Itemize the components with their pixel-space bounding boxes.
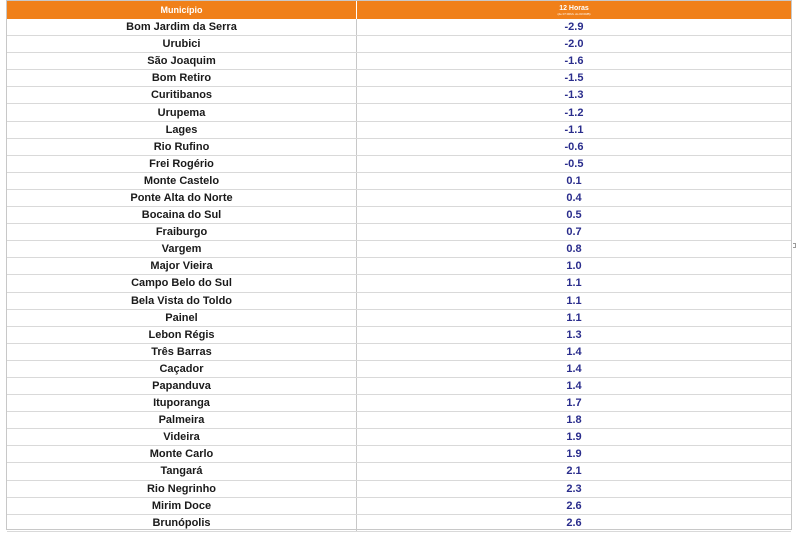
temperature-value-cell: 1.7: [357, 395, 792, 412]
header-12-horas[interactable]: [357, 1, 792, 19]
municipio-cell: Vargem: [7, 241, 357, 258]
municipio-cell: Brunópolis: [7, 514, 357, 531]
table-row: [7, 104, 791, 121]
temperature-value-cell: 1.4: [357, 343, 792, 360]
table-row: [7, 172, 791, 189]
temperature-value-cell: 0.5: [357, 207, 792, 224]
table-row: [7, 155, 791, 172]
temperature-value-cell: 2.3: [357, 480, 792, 497]
table-row: [7, 224, 791, 241]
table-row: [7, 53, 791, 70]
temperature-value-cell: 1.3: [357, 326, 792, 343]
municipio-cell: Urupema: [7, 104, 357, 121]
temperature-value-cell: 2.6: [357, 514, 792, 531]
temperature-value-cell: 1.1: [357, 292, 792, 309]
temperature-value-cell: -2.0: [357, 36, 792, 53]
table-row: [7, 343, 791, 360]
temperature-value-cell: 1.1: [357, 309, 792, 326]
header-municipio[interactable]: Município: [7, 1, 357, 19]
temperature-value-cell: -1.2: [357, 104, 792, 121]
table-row: [7, 241, 791, 258]
municipio-cell: São Joaquim: [7, 53, 357, 70]
temperature-value-cell: -1.1: [357, 121, 792, 138]
municipio-cell: Bocaina do Sul: [7, 207, 357, 224]
temperature-table: [7, 1, 791, 532]
temperature-value-cell: -1.6: [357, 53, 792, 70]
table-row: [7, 326, 791, 343]
table-row: [7, 395, 791, 412]
municipio-cell: Bom Retiro: [7, 70, 357, 87]
temperature-value-cell: 1.9: [357, 446, 792, 463]
table-row: [7, 292, 791, 309]
temperature-value-cell: 1.0: [357, 258, 792, 275]
temperature-value-cell: -0.5: [357, 155, 792, 172]
table-row: [7, 258, 791, 275]
municipio-cell: Lages: [7, 121, 357, 138]
temperature-value-cell: 1.4: [357, 377, 792, 394]
table-body: [7, 19, 791, 531]
table-row: [7, 360, 791, 377]
municipio-cell: Mirim Doce: [7, 497, 357, 514]
header-row: [7, 1, 791, 19]
table-row: [7, 207, 791, 224]
temperature-value-cell: 2.1: [357, 463, 792, 480]
municipio-cell: Curitibanos: [7, 87, 357, 104]
municipio-cell: Ituporanga: [7, 395, 357, 412]
municipio-cell: Videira: [7, 429, 357, 446]
table-row: [7, 19, 791, 36]
table-row: [7, 70, 791, 87]
temperature-table-frame: [6, 0, 792, 530]
municipio-cell: Campo Belo do Sul: [7, 275, 357, 292]
temperature-value-cell: -1.5: [357, 70, 792, 87]
municipio-cell: Bom Jardim da Serra: [7, 19, 357, 36]
table-row: [7, 87, 791, 104]
municipio-cell: Fraiburgo: [7, 224, 357, 241]
table-row: [7, 138, 791, 155]
table-row: [7, 480, 791, 497]
municipio-cell: Major Vieira: [7, 258, 357, 275]
table-header: [7, 1, 791, 19]
table-row: [7, 412, 791, 429]
municipio-cell: Caçador: [7, 360, 357, 377]
temperature-value-cell: 1.8: [357, 412, 792, 429]
municipio-cell: Frei Rogério: [7, 155, 357, 172]
table-row: [7, 275, 791, 292]
municipio-cell: Palmeira: [7, 412, 357, 429]
temperature-value-cell: 0.7: [357, 224, 792, 241]
table-row: [7, 377, 791, 394]
municipio-cell: Papanduva: [7, 377, 357, 394]
temperature-value-cell: 2.6: [357, 497, 792, 514]
temperature-value-cell: 1.9: [357, 429, 792, 446]
municipio-cell: Tangará: [7, 463, 357, 480]
temperature-value-cell: 0.1: [357, 172, 792, 189]
municipio-cell: Monte Castelo: [7, 172, 357, 189]
table-row: [7, 121, 791, 138]
municipio-cell: Rio Negrinho: [7, 480, 357, 497]
municipio-cell: Lebon Régis: [7, 326, 357, 343]
municipio-cell: Rio Rufino: [7, 138, 357, 155]
municipio-cell: Painel: [7, 309, 357, 326]
table-row: [7, 36, 791, 53]
table-row: [7, 514, 791, 531]
municipio-cell: Urubici: [7, 36, 357, 53]
temperature-value-cell: 0.4: [357, 189, 792, 206]
table-row: [7, 463, 791, 480]
municipio-cell: Ponte Alta do Norte: [7, 189, 357, 206]
temperature-value-cell: -0.6: [357, 138, 792, 155]
municipio-cell: Monte Carlo: [7, 446, 357, 463]
table-row: [7, 497, 791, 514]
temperature-value-cell: -1.3: [357, 87, 792, 104]
table-row: [7, 429, 791, 446]
header-value-title: 12 Horas: [559, 4, 589, 12]
table-row: [7, 446, 791, 463]
temperature-value-cell: -2.9: [357, 19, 792, 36]
municipio-cell: Três Barras: [7, 343, 357, 360]
temperature-value-cell: 1.4: [357, 360, 792, 377]
temperature-value-cell: 1.1: [357, 275, 792, 292]
scroll-edge-marker: [793, 243, 796, 248]
table-row: [7, 189, 791, 206]
table-row: [7, 309, 791, 326]
temperature-value-cell: 0.8: [357, 241, 792, 258]
header-value-subtitle: (de 07:00h/L do 03:00/B): [557, 11, 591, 16]
municipio-cell: Bela Vista do Toldo: [7, 292, 357, 309]
